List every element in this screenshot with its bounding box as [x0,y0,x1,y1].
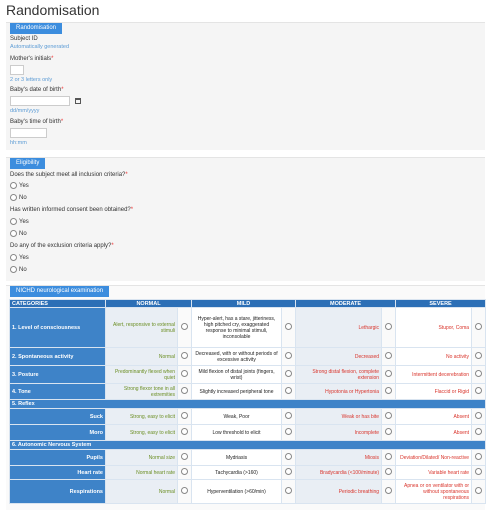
radio-icon[interactable] [285,487,292,494]
header-categories: CATEGORIES [10,300,106,308]
radio-icon[interactable] [475,323,482,330]
radio-icon[interactable] [475,352,482,359]
normal-cell: Normal heart rate [106,466,178,480]
mild-cell: Hyper-alert, has a stare, jitteriness, high pitched cry, exaggerated response to minimal stimuli, inconsolable [192,308,282,348]
exclusion-no-option[interactable]: No [10,266,27,273]
moderate-cell: Decreased [296,348,382,366]
normal-radio-cell[interactable] [178,425,192,441]
moderate-cell: Strong distal flexion, complete extension [296,366,382,384]
mild-cell: Mydriasis [192,450,282,466]
subject-id-label: Subject ID [10,36,38,42]
normal-cell: Strong, easy to elicit [106,409,178,425]
radio-icon[interactable] [285,412,292,419]
severe-cell: Variable heart rate [396,466,472,480]
moderate-cell: Miosis [296,450,382,466]
row-label: Pupils [10,450,106,466]
moderate-cell: Incomplete [296,425,382,441]
severe-cell: No activity [396,348,472,366]
radio-icon[interactable] [285,387,292,394]
radio-icon[interactable] [385,387,392,394]
inclusion-no-option[interactable]: No [10,194,27,201]
tob-hint: hh:mm [10,140,27,146]
consent-no-option[interactable]: No [10,230,27,237]
normal-cell: Normal [106,348,178,366]
moderate-radio-cell[interactable] [382,384,396,400]
normal-radio-cell[interactable] [178,384,192,400]
radio-icon[interactable] [385,453,392,460]
radio-icon[interactable] [385,412,392,419]
row-label: Heart rate [10,466,106,480]
normal-cell: Alert, responsive to external stimuli [106,308,178,348]
row-label: 4. Tone [10,384,106,400]
reflex-subheader: 5. Reflex [10,400,486,409]
table-header-row [10,300,486,308]
mothers-initials-hint: 2 or 3 letters only [10,77,53,83]
severe-cell: Apnea or on ventilator with or without spontaneous respirations [396,480,472,504]
radio-icon[interactable] [285,468,292,475]
exclusion-question: Do any of the exclusion criteria apply?* [10,243,114,249]
mild-radio-cell[interactable] [282,348,296,366]
subject-id-value: Automatically generated [10,44,70,50]
radio-icon[interactable] [181,428,188,435]
radio-icon[interactable] [385,323,392,330]
row-label: Moro [10,425,106,441]
moderate-radio-cell[interactable] [382,308,396,348]
moderate-cell: Hypotonia or Hypertonia [296,384,382,400]
radio-icon[interactable] [475,468,482,475]
table-row [10,425,486,441]
radio-icon[interactable] [385,428,392,435]
moderate-radio-cell[interactable] [382,450,396,466]
row-label: 2. Spontaneous activity [10,348,106,366]
mild-radio-cell[interactable] [282,450,296,466]
tob-input[interactable] [10,128,47,138]
moderate-radio-cell[interactable] [382,480,396,504]
radio-icon[interactable] [181,323,188,330]
normal-radio-cell[interactable] [178,308,192,348]
header-mild: MILD [192,300,296,308]
table-row [10,366,486,384]
mild-cell: Weak, Poor [192,409,282,425]
radio-icon[interactable] [10,254,17,261]
moderate-radio-cell[interactable] [382,366,396,384]
table-row [10,480,486,504]
mild-cell: Slightly increased peripheral tone [192,384,282,400]
moderate-cell: Weak or has bite [296,409,382,425]
radio-icon[interactable] [10,266,17,273]
severe-cell: Deviation/Dilated/ Non-reactive [396,450,472,466]
radio-icon[interactable] [475,412,482,419]
severe-radio-cell[interactable] [472,308,486,348]
normal-cell: Strong flexor tone in all extremities [106,384,178,400]
mild-radio-cell[interactable] [282,366,296,384]
moderate-radio-cell[interactable] [382,425,396,441]
mild-cell: Mild flexion of distal joints (fingers, wrist) [192,366,282,384]
moderate-radio-cell[interactable] [382,466,396,480]
table-row [10,450,486,466]
table-row [10,308,486,348]
consent-yes-option[interactable]: Yes [10,218,29,225]
radio-icon[interactable] [181,412,188,419]
subheader-row [10,400,486,409]
randomisation-section [6,22,485,150]
radio-icon[interactable] [10,218,17,225]
severe-radio-cell[interactable] [472,366,486,384]
normal-radio-cell[interactable] [178,450,192,466]
table-row [10,348,486,366]
radio-icon[interactable] [285,453,292,460]
severe-radio-cell[interactable] [472,466,486,480]
severe-radio-cell[interactable] [472,480,486,504]
normal-cell: Normal [106,480,178,504]
severe-radio-cell[interactable] [472,450,486,466]
moderate-radio-cell[interactable] [382,409,396,425]
exclusion-yes-option[interactable]: Yes [10,254,29,261]
radio-icon[interactable] [475,370,482,377]
inclusion-yes-option[interactable]: Yes [10,182,29,189]
nichd-tab: NICHD neurological examination [10,286,109,297]
normal-radio-cell[interactable] [178,466,192,480]
radio-icon[interactable] [10,230,17,237]
eligibility-tab: Eligibility [10,158,45,169]
row-label: Suck [10,409,106,425]
severe-radio-cell[interactable] [472,348,486,366]
tob-label: Baby's time of birth* [10,119,64,125]
severe-cell: Absent [396,409,472,425]
severe-cell: Intermittent decerebration [396,366,472,384]
nichd-table [9,299,486,504]
radio-icon[interactable] [285,370,292,377]
moderate-radio-cell[interactable] [382,348,396,366]
mild-cell: Decreased, with or without periods of excessive activity [192,348,282,366]
radio-icon[interactable] [10,194,17,201]
mild-radio-cell[interactable] [282,384,296,400]
mild-cell: Tachycardia (>160) [192,466,282,480]
radio-icon[interactable] [475,387,482,394]
radio-icon[interactable] [285,428,292,435]
table-row [10,409,486,425]
severe-cell: Flaccid or Rigid [396,384,472,400]
mild-cell: Low threshold to elicit [192,425,282,441]
radio-icon[interactable] [385,468,392,475]
radio-icon[interactable] [475,428,482,435]
header-severe: SEVERE [396,300,486,308]
table-row [10,384,486,400]
consent-question: Has written informed consent been obtained?* [10,207,134,213]
normal-cell: Strong, easy to elicit [106,425,178,441]
radio-icon[interactable] [181,352,188,359]
radio-icon[interactable] [10,182,17,189]
severe-radio-cell[interactable] [472,425,486,441]
moderate-cell: Periodic breathing [296,480,382,504]
mild-cell: Hyperventilation (>60/min) [192,480,282,504]
severe-cell: Stupor, Coma [396,308,472,348]
page-title: Randomisation [6,2,100,18]
row-label: 3. Posture [10,366,106,384]
nichd-section [6,285,485,510]
row-label: 1. Level of consciousness [10,308,106,348]
mild-radio-cell[interactable] [282,480,296,504]
radio-icon[interactable] [181,487,188,494]
randomisation-tab: Randomisation [10,23,62,34]
radio-icon[interactable] [385,370,392,377]
severe-radio-cell[interactable] [472,409,486,425]
moderate-cell: Lethargic [296,308,382,348]
inclusion-question: Does the subject meet all inclusion criteria?* [10,172,128,178]
moderate-cell: Bradycardia (<100/minute) [296,466,382,480]
mild-radio-cell[interactable] [282,425,296,441]
mothers-initials-input[interactable] [10,65,24,75]
normal-cell: Predominantly flexed when quiet [106,366,178,384]
radio-icon[interactable] [285,352,292,359]
mild-radio-cell[interactable] [282,466,296,480]
eligibility-section [6,157,485,281]
mothers-initials-label: Mother's initials* [10,56,54,62]
row-label: Respirations [10,480,106,504]
normal-radio-cell[interactable] [178,409,192,425]
severe-cell: Absent [396,425,472,441]
normal-radio-cell[interactable] [178,480,192,504]
radio-icon[interactable] [181,468,188,475]
header-normal: NORMAL [106,300,192,308]
radio-icon[interactable] [385,352,392,359]
radio-icon[interactable] [181,387,188,394]
mild-radio-cell[interactable] [282,308,296,348]
radio-icon[interactable] [475,487,482,494]
radio-icon[interactable] [181,370,188,377]
normal-radio-cell[interactable] [178,348,192,366]
radio-icon[interactable] [181,453,188,460]
autonomic-subheader: 6. Autonomic Nervous System [10,441,486,450]
table-row [10,466,486,480]
radio-icon[interactable] [285,323,292,330]
radio-icon[interactable] [385,487,392,494]
calendar-icon[interactable] [75,98,81,104]
dob-hint: dd/mm/yyyy [10,108,40,114]
radio-icon[interactable] [475,453,482,460]
normal-radio-cell[interactable] [178,366,192,384]
normal-cell: Normal size [106,450,178,466]
mild-radio-cell[interactable] [282,409,296,425]
severe-radio-cell[interactable] [472,384,486,400]
subheader-row [10,441,486,450]
dob-label: Baby's date of birth* [10,87,64,93]
dob-input[interactable] [10,96,70,106]
header-moderate: MODERATE [296,300,396,308]
